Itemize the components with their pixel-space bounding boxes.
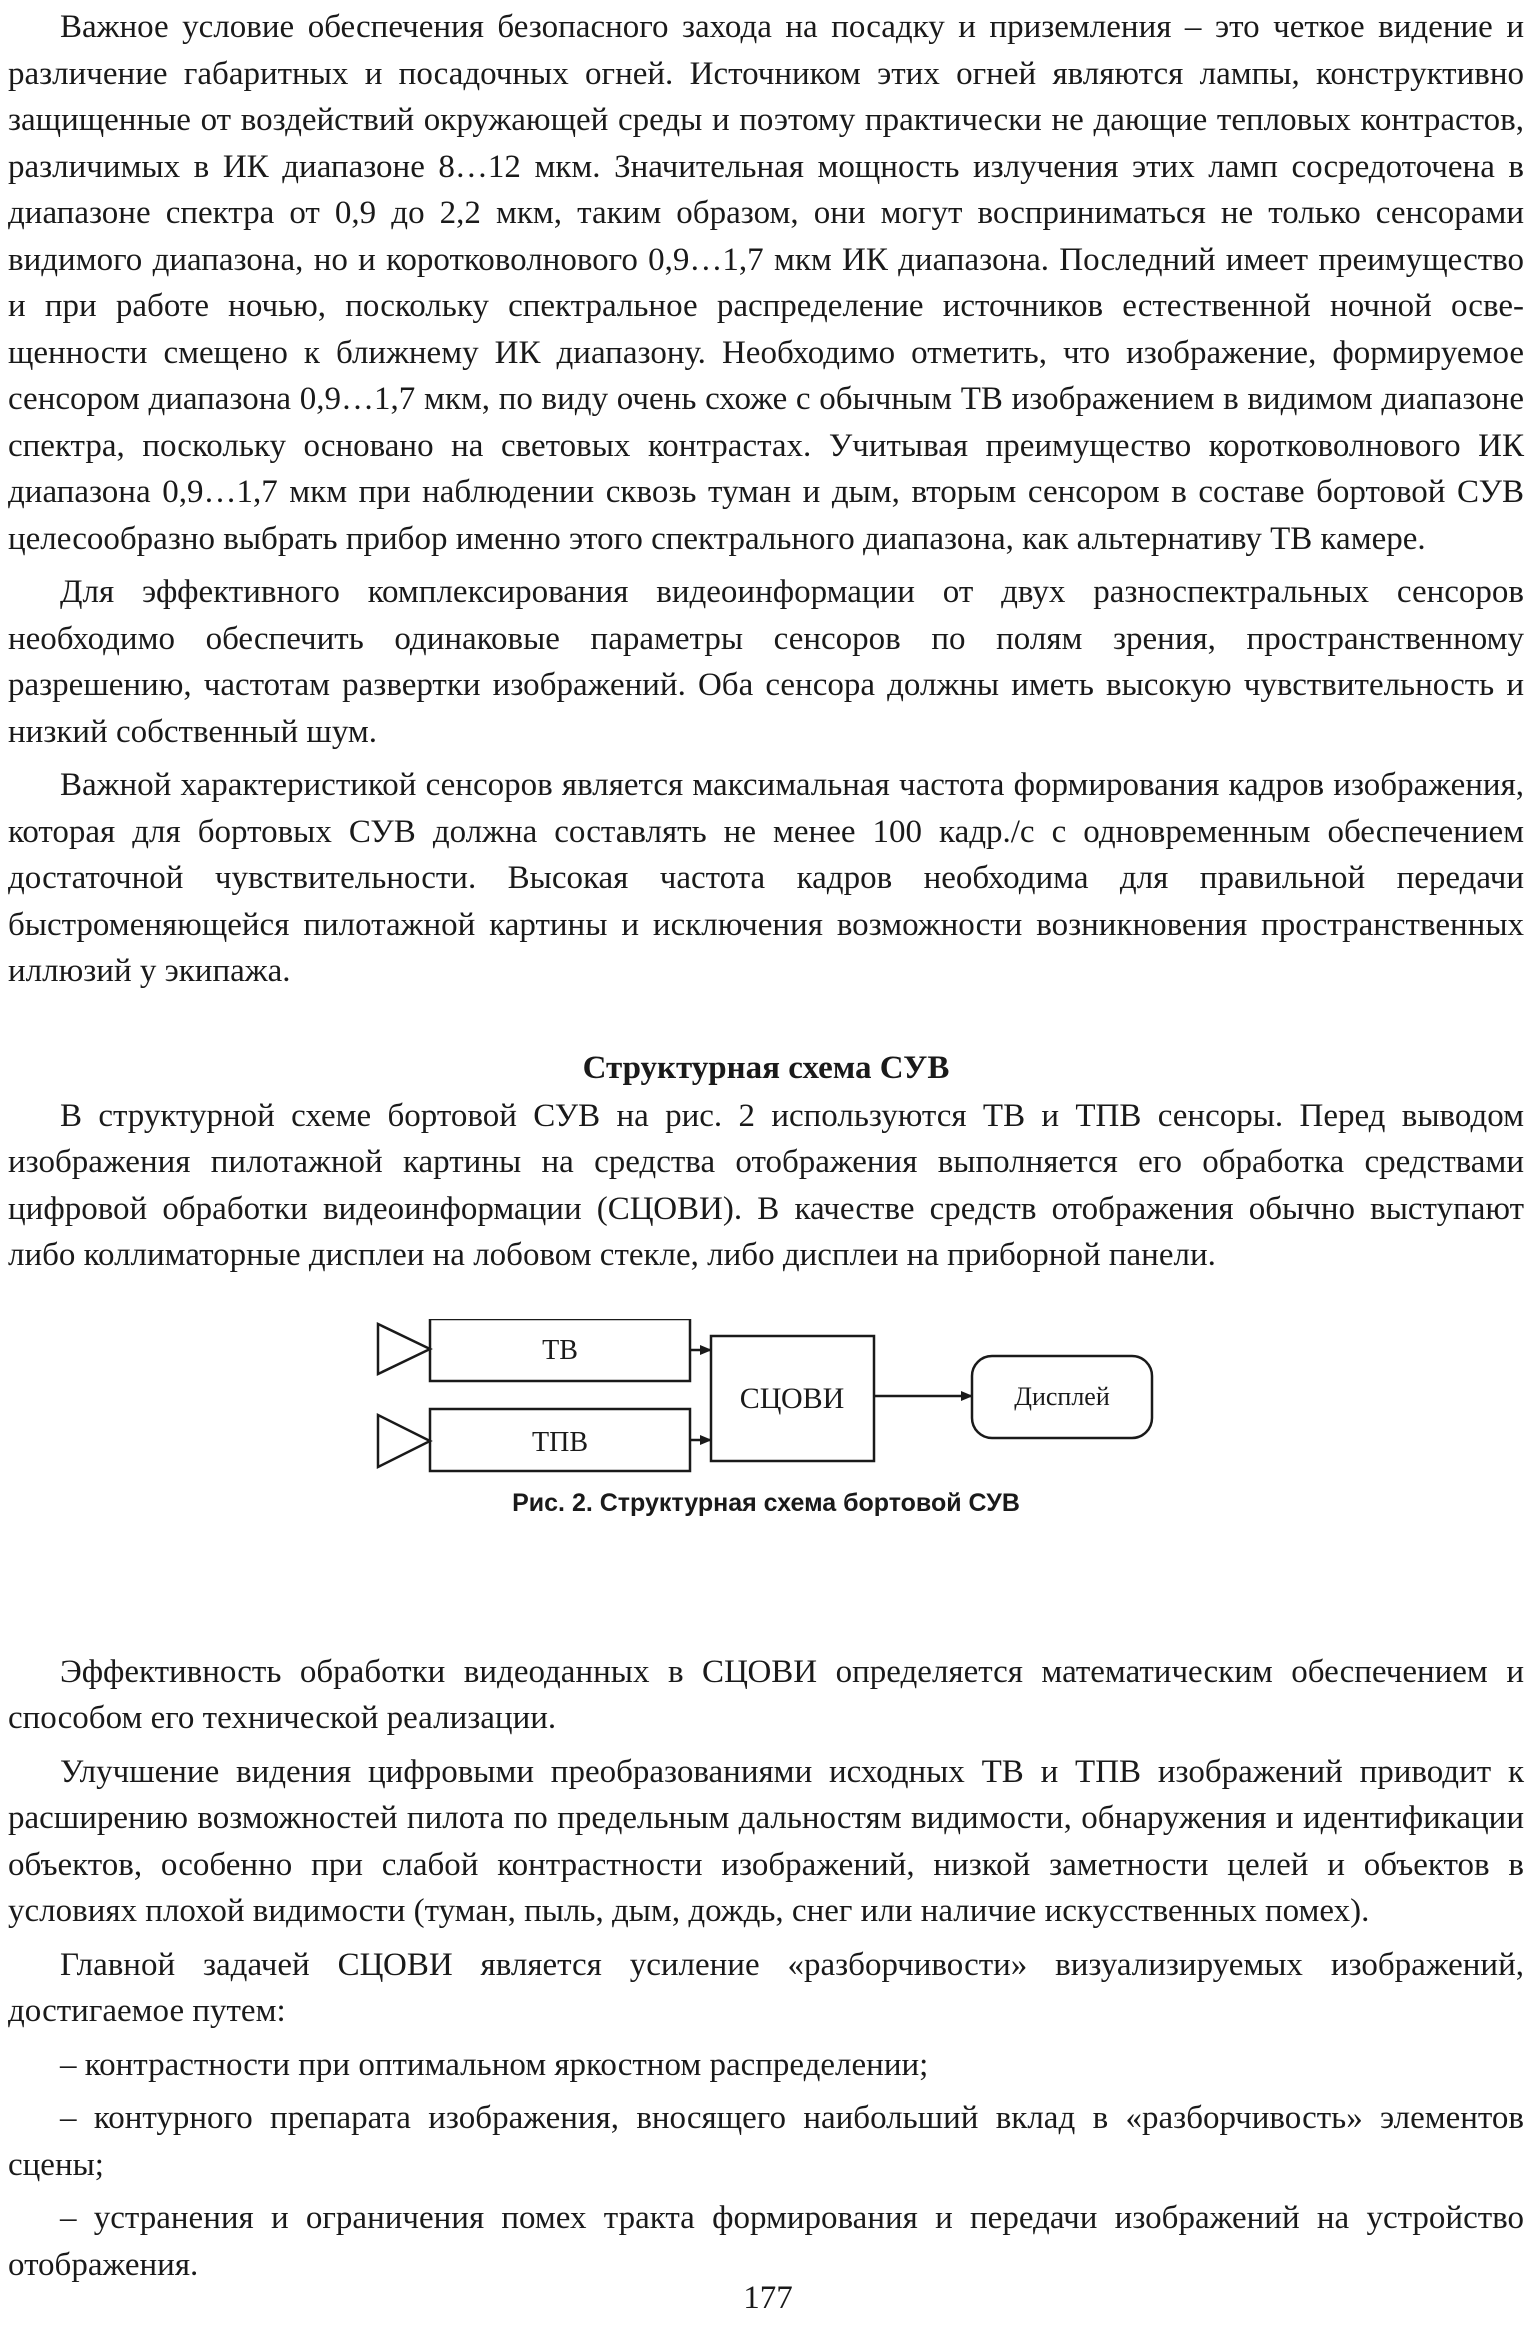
paragraph-structure-scheme: В структурной схеме бортовой СУВ на рис. 2 используются ТВ и ТПВ сенсоры. Перед выводом изображения пилотажной картины на средства отображения выполняется его обработка средствами цифровой обработки видеоинформации (СЦОВИ). В качестве средств отображения обычно выступают либо коллиматорные дисплеи на лобовом стекле, либо дисплеи на приборной панели. bbox=[8, 1097, 1524, 1273]
document-page bbox=[8, 4, 1524, 2295]
list-item-contour: – контурного препарата изображения, вносящего наибольший вклад в «разборчивость» элементов сцены; bbox=[8, 2100, 1524, 2183]
figure-block-diagram bbox=[8, 1319, 1524, 1649]
scovi-block-label: СЦОВИ bbox=[739, 1381, 845, 1415]
list-item-noise: – устранения и ограничения помех тракта формирования и передачи изображений на устройство отображения. bbox=[8, 2200, 1524, 2283]
list-item-contrast: – контрастности при оптимальном яркостном распределении; bbox=[60, 2046, 929, 2083]
paragraph-main-task: Главной задачей СЦОВИ является усиление «разборчивости» визуализируемых изображений, достигаемое путем: bbox=[8, 1946, 1524, 2029]
display-block-label: Дисплей bbox=[1014, 1381, 1110, 1411]
paragraph-frame-rate: Важной характеристикой сенсоров является максимальная частота формирования кадров изображения, которая для бортовых СУВ должна составлять не менее 100 кадр./с с одновременным обеспечением достаточной чувствительности. Высокая частота кадров необходима для правильной передачи быстроменяющейся пилотажной картины и исключения возможности возникновения пространственных иллюзий у экипажа. bbox=[8, 767, 1524, 989]
section-heading: Структурная схема СУВ bbox=[582, 1049, 950, 1086]
paragraph-sensor-parameters: Для эффективного комплексирования видеоинформации от двух разноспектральных сенсоров необходимо обеспечить одинаковые параметры сенсоров по полям зрения, пространственному разрешению, частотам развертки изображений. Оба сенсора должны иметь высокую чувствительность и низкий собственный шум. bbox=[8, 574, 1524, 750]
paragraph-efficiency: Эффективность обработки видеоданных в СЦОВИ определяется математическим обеспечением и способом его технической реализации. bbox=[8, 1653, 1524, 1736]
tpv-block-label: ТПВ bbox=[532, 1426, 588, 1458]
tv-sensor-triangle-icon bbox=[378, 1324, 430, 1374]
tv-block-label: ТВ bbox=[542, 1334, 578, 1366]
paragraph-landing-lights: Важное условие обеспечения безопасного захода на посадку и приземления – это четкое видение и различение габаритных и посадочных огней. Источником этих огней являются лампы, конструктивно защищенные от воздействий окружающей среды и поэтому практически не дающие тепловых контрастов, различимых в ИК диапазоне 8…12 мкм. Значительная мощность излучения этих ламп сосредоточена в диапазоне спектра от 0,9 до 2,2 мкм, таким образом, они могут восприниматься не только сенсорами видимого диапазона, но и коротковолнового 0,9…1,7 мкм ИК диапазона. Последний имеет преимущество и при работе ночью, поскольку спектральное распределение источников естественной ночной освещенности смещено к ближнему ИК диапазону. Необходимо отметить, что изображение, формируемое сенсором диапазона 0,9…1,7 мкм, по виду очень схоже с обычным ТВ изображением в видимом диапазоне спектра, поскольку основано на световых контрастах. Учитывая преимущество коротковолнового ИК диапазона 0,9…1,7 мкм при наблюдении сквозь туман и дым, вторым сенсором в составе бортовой СУВ целесообразно выбрать прибор именно этого спектрального диапазона, как альтернативу ТВ камере. bbox=[8, 9, 1524, 557]
tpv-sensor-triangle-icon bbox=[378, 1415, 430, 1467]
page-number: 177 bbox=[743, 2280, 793, 2316]
paragraph-vision-improvement: Улучшение видения цифровыми преобразованиями исходных ТВ и ТПВ изображений приводит к расширению возможностей пилота по предельным дальностям видимости, обнаружения и идентификации объектов, особенно при слабой контрастности изображений, низкой заметности целей и объектов в условиях плохой видимости (туман, пыль, дым, дождь, снег или наличие искусственных помех). bbox=[8, 1753, 1524, 1929]
figure-caption: Рис. 2. Структурная схема бортовой СУВ bbox=[512, 1488, 1020, 1517]
